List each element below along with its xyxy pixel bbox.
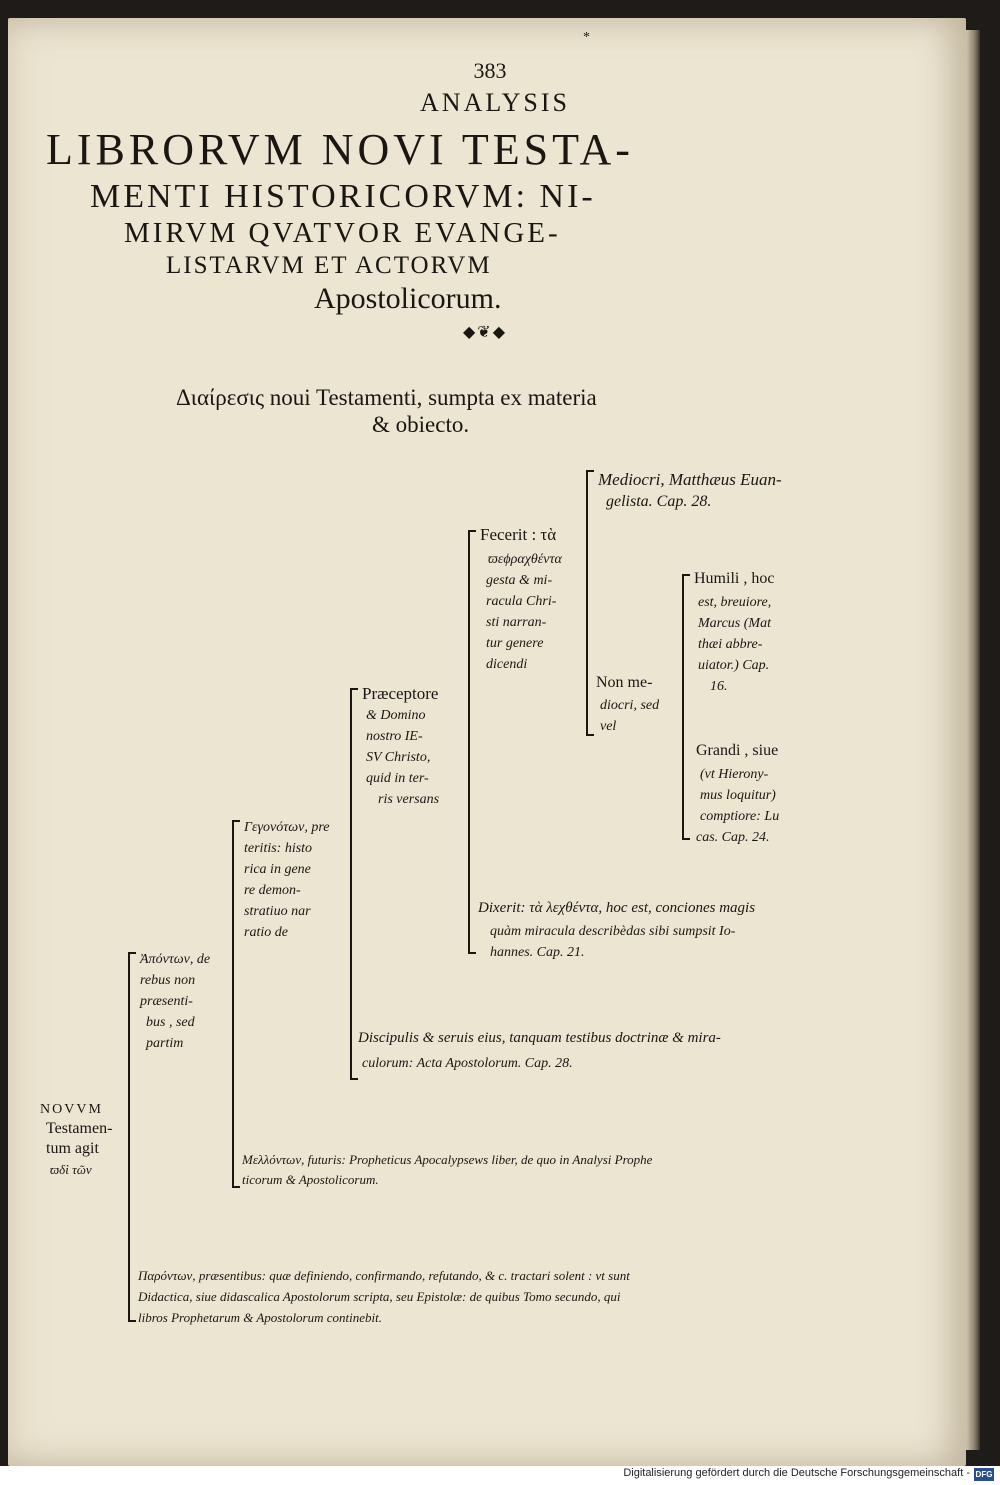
root-line-4: ϖδὶ τῶν (50, 1162, 92, 1177)
title-line-3: MENTI HISTORICORVM: NI- (90, 178, 596, 215)
grandi-line-3: mus loquitur) (700, 788, 776, 803)
humili-line-2: est, breuiore, (698, 595, 772, 610)
mellonton-line-1: Μελλόντων, futuris: Propheticus Apocalypsews liber, de quo in Analysi Prophe (242, 1152, 653, 1167)
fecerit-line-7: dicendi (486, 657, 528, 672)
gegonoton-line-2: teritis: histo (244, 841, 313, 856)
brace-mediocri-group (586, 470, 594, 736)
gegonoton-line-3: rica in gene (244, 862, 311, 877)
fecerit-line-5: sti narran- (486, 615, 547, 630)
dixerit-line-1: Dixerit: τὰ λεχθέντα, hoc est, conciones magis (478, 900, 756, 916)
gegonoton-line-5: stratiuo nar (244, 904, 311, 919)
title-line-5: LISTARVM ET ACTORVM (166, 252, 492, 279)
discipulis-line-1: Discipulis & seruis eius, tanquam testibus doctrinæ & mira- (358, 1030, 721, 1046)
brace-gegonoton-group (232, 820, 240, 1188)
root-line-3: tum agit (46, 1140, 99, 1157)
aponton-line-4: bus , sed (146, 1015, 195, 1030)
paronton-line-2: Didactica, siue didascalica Apostolorum scripta, seu Epistolæ: de quibus Tomo secundo, qui (138, 1289, 621, 1304)
grandi-line-4: comptiore: Lu (700, 809, 780, 824)
grandi-line-5: cas. Cap. 24. (696, 830, 770, 845)
discipulis-line-2: culorum: Acta Apostolorum. Cap. 28. (362, 1056, 573, 1071)
fecerit-line-3: gesta & mi- (486, 573, 553, 588)
aponton-line-2: rebus non (140, 973, 196, 988)
humili-line-5: uiator.) Cap. (698, 658, 770, 673)
title-line-2: LIBRORVM NOVI TESTA- (46, 125, 634, 174)
non-mediocri-line-2: diocri, sed (600, 698, 660, 713)
brace-fecerit-group (468, 530, 476, 954)
brace-apontón-group (128, 952, 136, 1322)
brace-praeceptore-group (350, 688, 358, 1080)
gegonoton-line-4: re demon- (244, 883, 301, 898)
dixerit-line-2: quàm miracula describèdas sibi sumpsit Io- (490, 924, 736, 939)
mellonton-line-2: ticorum & Apostolicorum. (242, 1172, 379, 1187)
paronton-line-1: Παρόντων, præsentibus: quæ definiendo, confirmando, refutando, & c. tractari solent : vt sunt (138, 1268, 630, 1283)
fecerit-line-2: ϖεϕραχθέντα (488, 552, 562, 567)
root-line-2: Testamen- (46, 1120, 113, 1137)
humili-line-1: Humili , hoc (694, 570, 775, 587)
mediocri-line-1: Mediocri, Matthæus Euan- (598, 470, 782, 489)
heading-line-1: Διαίρεσις noui Testamenti, sumpta ex materia (176, 385, 597, 410)
humili-line-4: thæi abbre- (698, 637, 763, 652)
humili-line-6: 16. (710, 679, 728, 694)
non-mediocri-line-1: Non me- (596, 674, 653, 691)
praeceptore-line-3: nostro IE- (366, 729, 423, 744)
dixerit-line-3: hannes. Cap. 21. (490, 945, 585, 960)
praeceptore-line-6: ris versans (378, 792, 440, 807)
gegonoton-line-6: ratio de (244, 925, 288, 940)
ornament: ◆❦◆ (462, 324, 507, 341)
title-analysis: ANALYSIS (420, 88, 570, 117)
root-line-1: NOVVM (40, 1102, 103, 1117)
praeceptore-line-1: Præceptore (362, 684, 439, 703)
aponton-line-3: præsenti- (140, 994, 193, 1009)
grandi-line-2: (vt Hierony- (700, 767, 769, 782)
praeceptore-line-2: & Domino (366, 708, 426, 723)
praeceptore-line-4: SV Christo, (366, 750, 431, 765)
grandi-line-1: Grandi , siue (696, 742, 779, 759)
footer-credit: Digitalisierung gefördert durch die Deutsche Forschungsgemeinschaft - (623, 1467, 970, 1479)
heading-line-2: & obiecto. (372, 412, 470, 437)
page-number: 383 (473, 58, 507, 83)
humili-line-3: Marcus (Mat (698, 616, 771, 631)
mediocri-line-2: gelista. Cap. 28. (606, 493, 712, 510)
gegonoton-line-1: Γεγονότων, pre (244, 820, 330, 835)
star-mark: * (583, 30, 590, 45)
non-mediocri-line-3: vel (600, 719, 617, 734)
title-line-6: Apostolicorum. (314, 282, 502, 315)
dfg-logo: DFG (975, 1470, 993, 1479)
page-edge (966, 30, 980, 1450)
paronton-line-3: libros Prophetarum & Apostolorum continebit. (138, 1310, 382, 1325)
aponton-line-5: partim (146, 1036, 184, 1051)
fecerit-line-4: racula Chri- (486, 594, 557, 609)
title-line-4: MIRVM QVATVOR EVANGE- (124, 217, 561, 249)
brace-humili-group (682, 574, 690, 840)
fecerit-line-1: Fecerit : τὰ (480, 525, 557, 544)
praeceptore-line-5: quid in ter- (366, 771, 429, 786)
fecerit-line-6: tur genere (486, 636, 544, 651)
aponton-line-1: Ἀπόντων, de (140, 952, 211, 967)
